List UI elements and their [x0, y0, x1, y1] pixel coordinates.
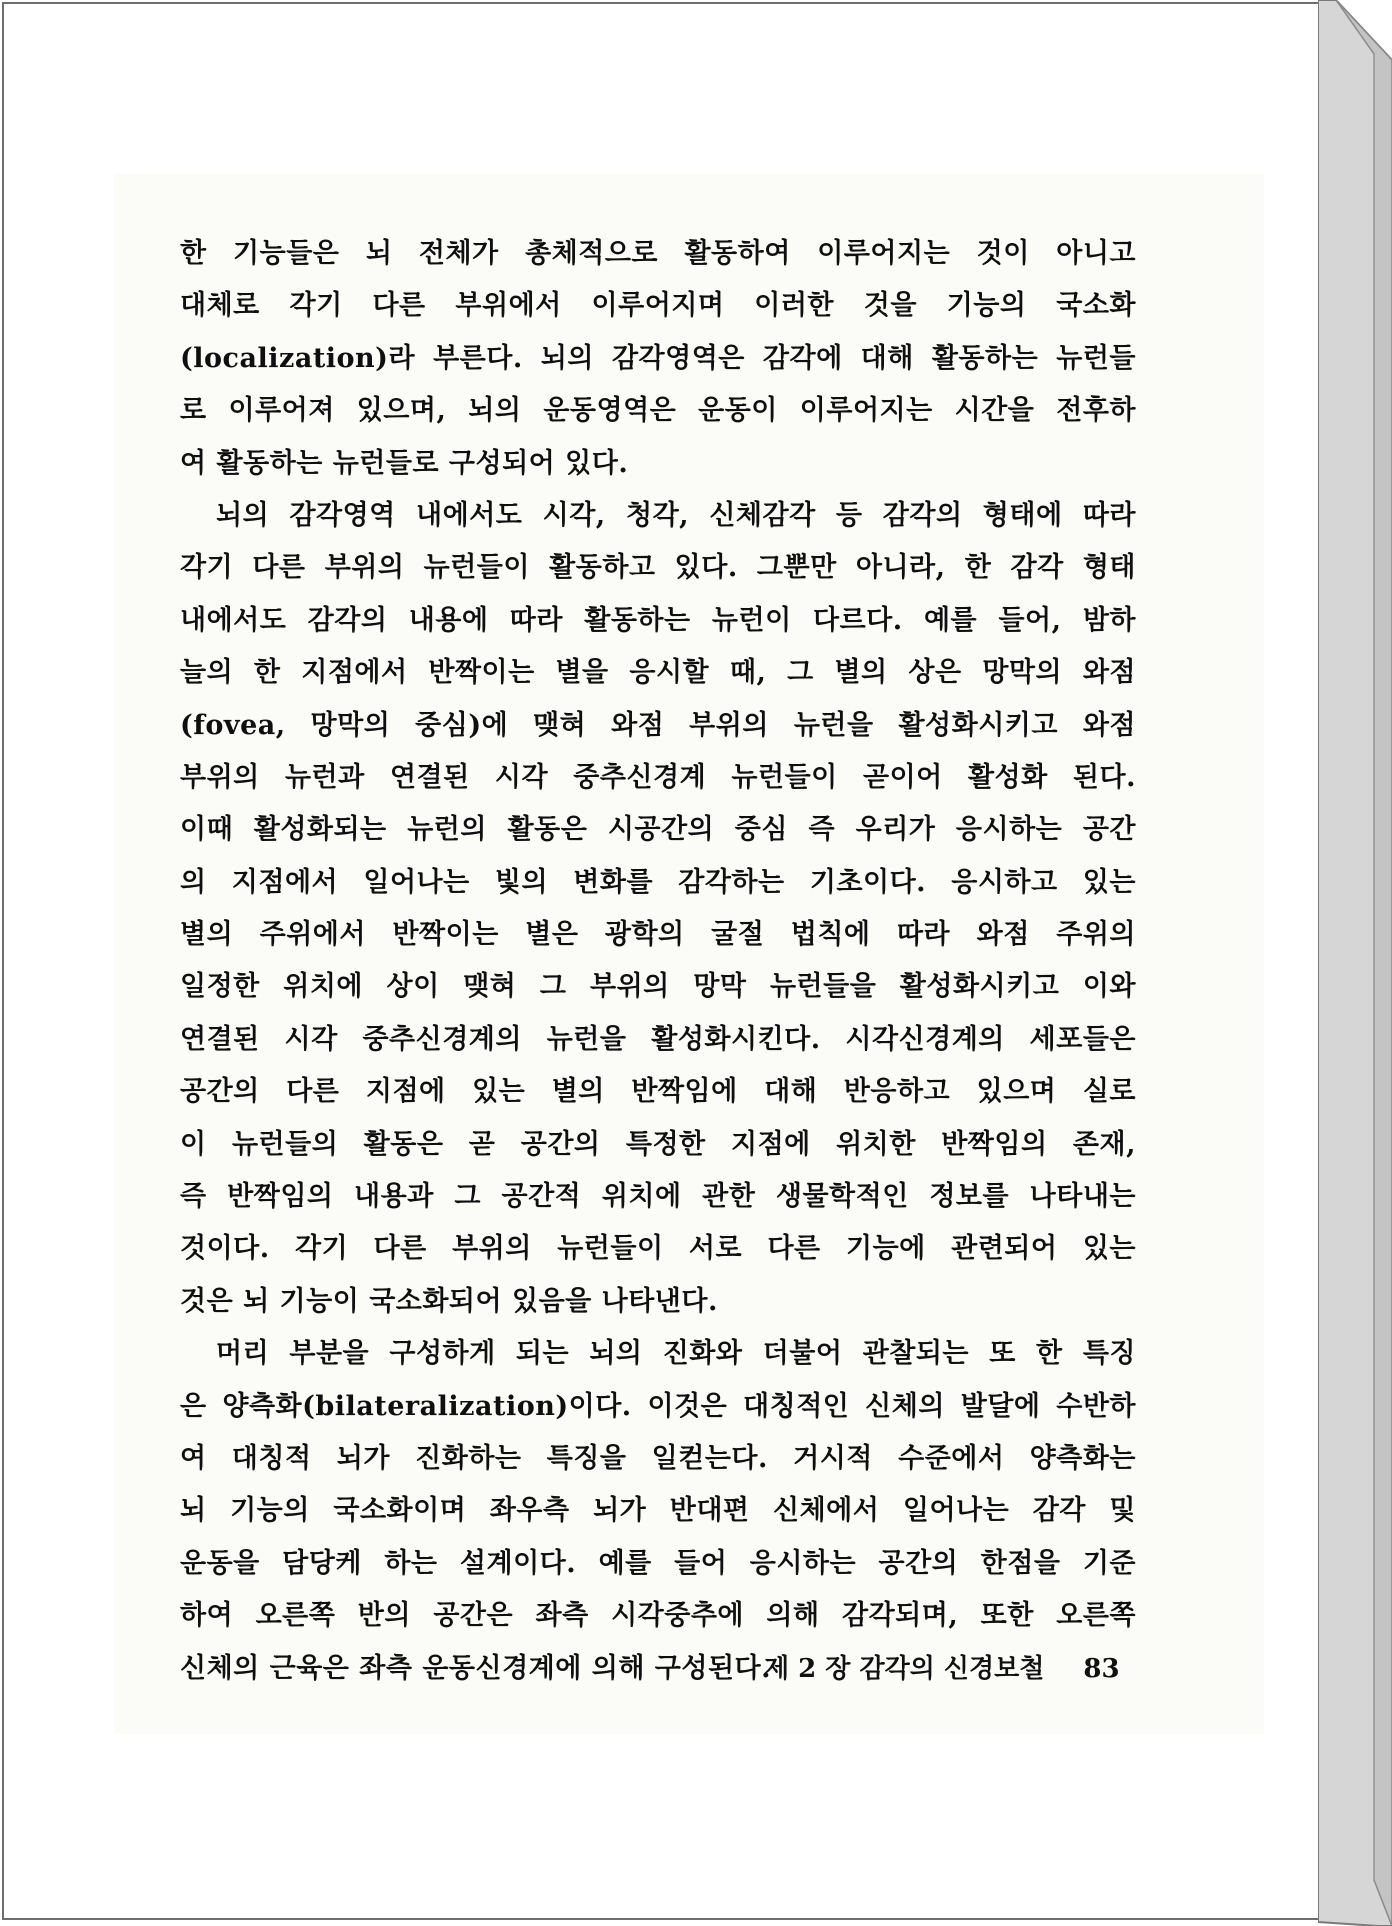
text-line: (fovea, 망막의 중심)에 맺혀 와점 부위의 뉴런을 활성화시키고 와점	[180, 709, 1136, 741]
text-line: 것은 뇌 기능이 국소화되어 있음을 나타낸다.	[180, 1285, 718, 1317]
text-line: 내에서도 감각의 내용에 따라 활동하는 뉴런이 다르다. 예를 들어, 밤하	[180, 604, 1136, 636]
text-line: 대체로 각기 다른 부위에서 이루어지며 이러한 것을 기능의 국소화	[180, 290, 1136, 322]
text-line: 즉 반짝임의 내용과 그 공간적 위치에 관한 생물학적인 정보를 나타내는	[180, 1181, 1136, 1213]
page-thickness-graphic	[1318, 0, 1392, 1926]
page-footer	[764, 1648, 1120, 1688]
text-line: 늘의 한 지점에서 반짝이는 별을 응시할 때, 그 별의 상은 망막의 와점	[180, 657, 1136, 689]
text-line: 여 활동하는 뉴런들로 구성되어 있다.	[180, 447, 629, 479]
text-line: (localization)라 부른다. 뇌의 감각영역은 감각에 대해 활동하는 뉴런들	[180, 342, 1136, 374]
text-line: 각기 다른 부위의 뉴런들이 활동하고 있다. 그뿐만 아니라, 한 감각 형태	[180, 552, 1136, 584]
text-line: 부위의 뉴런과 연결된 시각 중추신경계 뉴런들이 곧이어 활성화 된다.	[180, 761, 1136, 793]
text-line: 하여 오른쪽 반의 공간은 좌측 시각중추에 의해 감각되며, 또한 오른쪽	[180, 1600, 1136, 1632]
text-line: 신체의 근육은 좌측 운동신경계에 의해 구성된다.	[180, 1652, 772, 1684]
text-line: 연결된 시각 중추신경계의 뉴런을 활성화시킨다. 시각신경계의 세포들은	[180, 1023, 1136, 1055]
body-text	[180, 228, 1136, 1695]
text-line: 이 뉴런들의 활동은 곧 공간의 특정한 지점에 위치한 반짝임의 존재,	[180, 1128, 1136, 1160]
text-line: 의 지점에서 일어나는 빛의 변화를 감각하는 기초이다. 응시하고 있는	[180, 866, 1136, 898]
running-footer-chapter: 제 2 장 감각의 신경보철	[764, 1654, 1045, 1684]
text-line: 뇌 기능의 국소화이며 좌우측 뇌가 반대편 신체에서 일어나는 감각 및	[180, 1495, 1136, 1527]
text-line: 로 이루어져 있으며, 뇌의 운동영역은 운동이 이루어지는 시간을 전후하	[180, 395, 1136, 427]
text-line: 별의 주위에서 반짝이는 별은 광학의 굴절 법칙에 따라 와점 주위의	[180, 919, 1136, 951]
text-line: 한 기능들은 뇌 전체가 총체적으로 활동하여 이루어지는 것이 아니고	[180, 238, 1136, 269]
text-line: 뇌의 감각영역 내에서도 시각, 청각, 신체감각 등 감각의 형태에 따라	[216, 499, 1136, 531]
text-line: 머리 부분을 구성하게 되는 뇌의 진화와 더불어 관찰되는 또 한 특징	[216, 1338, 1136, 1370]
text-line: 은 양측화(bilateralization)이다. 이것은 대칭적인 신체의 발달에 수반하	[180, 1390, 1136, 1422]
text-line: 이때 활성화되는 뉴런의 활동은 시공간의 중심 즉 우리가 응시하는 공간	[180, 814, 1136, 846]
text-line: 일정한 위치에 상이 맺혀 그 부위의 망막 뉴런들을 활성화시키고 이와	[180, 971, 1136, 1003]
page-edge	[1318, 0, 1392, 1926]
text-line: 여 대칭적 뇌가 진화하는 특징을 일컫는다. 거시적 수준에서 양측화는	[180, 1442, 1136, 1474]
page-number: 83	[1083, 1654, 1120, 1684]
text-line: 공간의 다른 지점에 있는 별의 반짝임에 대해 반응하고 있으며 실로	[180, 1076, 1136, 1108]
text-line: 것이다. 각기 다른 부위의 뉴런들이 서로 다른 기능에 관련되어 있는	[180, 1233, 1136, 1265]
text-line: 운동을 담당케 하는 설계이다. 예를 들어 응시하는 공간의 한점을 기준	[180, 1547, 1136, 1579]
